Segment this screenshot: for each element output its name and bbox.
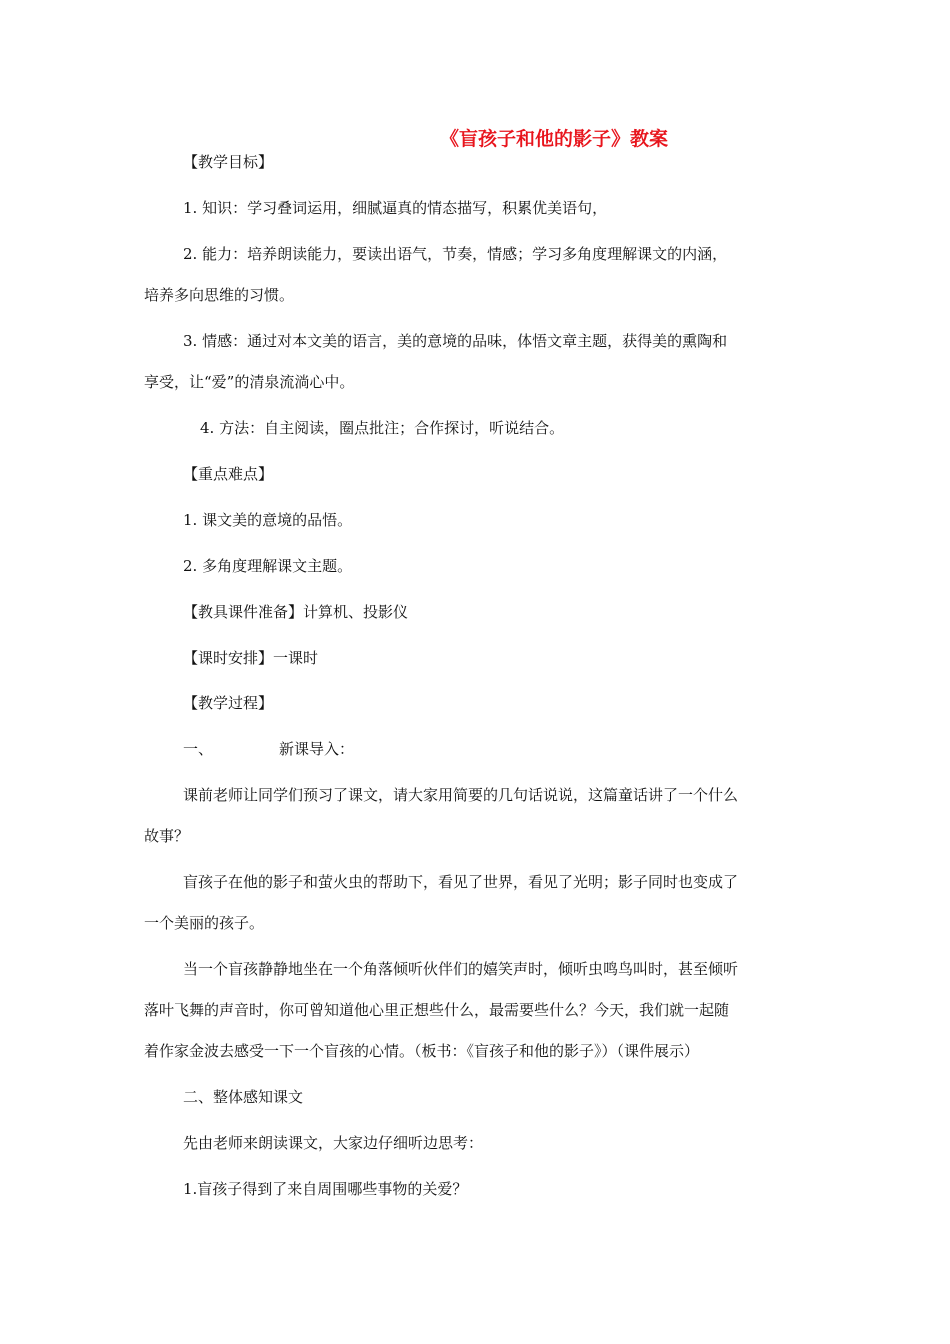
step-1-title: 新课导入： xyxy=(279,740,355,758)
goal-item-4: 4. 方法：自主阅读，圈点批注；合作探讨，听说结合。 xyxy=(200,419,565,437)
key-point-1: 1. 课文美的意境的品悟。 xyxy=(183,511,353,529)
paragraph-1-line-1: 课前老师让同学们预习了课文，请大家用简要的几句话说说，这篇童话讲了一个什么 xyxy=(183,786,739,804)
step-1-number: 一、 xyxy=(183,740,214,758)
teaching-tools: 【教具课件准备】计算机、投影仪 xyxy=(183,603,409,621)
goal-item-3-line-1: 3. 情感：通过对本文美的语言，美的意境的品味，体悟文章主题，获得美的熏陶和 xyxy=(183,332,728,350)
paragraph-3-line-1: 当一个盲孩静静地坐在一个角落倾听伙伴们的嬉笑声时，倾听虫鸣鸟叫时，甚至倾听 xyxy=(183,960,739,978)
goal-item-2-line-1: 2. 能力：培养朗读能力，要读出语气，节奏，情感；学习多角度理解课文的内涵， xyxy=(183,245,728,263)
paragraph-2-line-1: 盲孩子在他的影子和萤火虫的帮助下，看见了世界，看见了光明；影子同时也变成了 xyxy=(183,873,739,891)
paragraph-1-line-2: 故事？ xyxy=(144,827,190,845)
goal-item-2-line-2: 培养多向思维的习惯。 xyxy=(144,286,295,304)
goal-item-3-line-2: 享受，让“爱”的清泉流淌心中。 xyxy=(144,373,355,391)
section-header-key-points: 【重点难点】 xyxy=(183,465,274,483)
paragraph-3-line-2: 落叶飞舞的声音时，你可曾知道他心里正想些什么，最需要些什么？今天，我们就一起随 xyxy=(144,1001,730,1019)
paragraph-4: 先由老师来朗读课文，大家边仔细听边思考： xyxy=(183,1134,484,1152)
step-2-heading: 二、整体感知课文 xyxy=(183,1088,304,1106)
section-header-goals: 【教学目标】 xyxy=(183,153,274,171)
step-1-heading xyxy=(183,739,354,759)
document-title: 《盲孩子和他的影子》教案 xyxy=(440,128,669,150)
paragraph-3-line-3: 着作家金波去感受一下一个盲孩的心情。（板书：《盲孩子和他的影子》）（课件展示） xyxy=(144,1042,700,1060)
question-1: 1.盲孩子得到了来自周围哪些事物的关爱？ xyxy=(183,1180,468,1198)
goal-item-1: 1. 知识：学习叠词运用，细腻逼真的情态描写，积累优美语句， xyxy=(183,199,608,217)
key-point-2: 2. 多角度理解课文主题。 xyxy=(183,557,353,575)
section-header-process: 【教学过程】 xyxy=(183,694,274,712)
class-schedule: 【课时安排】一课时 xyxy=(183,649,319,667)
paragraph-2-line-2: 一个美丽的孩子。 xyxy=(144,914,265,932)
